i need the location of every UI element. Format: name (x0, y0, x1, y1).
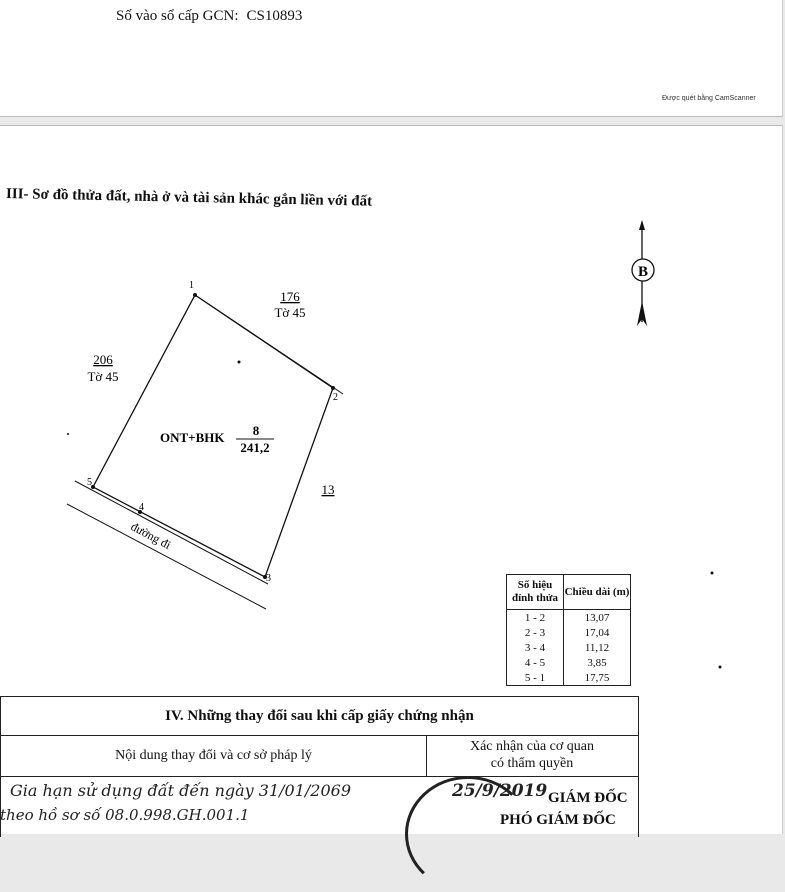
neighbor-left-number: 206 (93, 352, 113, 367)
section3-title: III- Sơ đồ thửa đất, nhà ở và tài sản khác gắn liền với đất (5, 186, 373, 210)
handwritten-dossier: theo hồ sơ số 08.0.998.GH.001.1 (0, 806, 250, 824)
north-arrow-icon (632, 220, 654, 326)
edge-cell: 4 - 5 (507, 655, 564, 670)
neighbor-top-sheet: Tờ 45 (274, 305, 306, 320)
length-cell: 11,12 (564, 640, 631, 655)
parcel-number: 8 (252, 423, 260, 438)
official-seal (405, 776, 531, 892)
length-cell: 17,75 (564, 670, 631, 686)
gcn-number-line (116, 8, 302, 25)
edge-length-table (506, 574, 631, 686)
col-length-header: Chiều dài (m) (564, 575, 631, 610)
edge-cell: 5 - 1 (507, 670, 564, 686)
vertex-3: 3 (266, 573, 271, 584)
length-cell: 17,04 (564, 625, 631, 640)
section4-title: IV. Những thay đổi sau khi cấp giấy chứng nhận (1, 697, 638, 736)
edge-cell: 3 - 4 (507, 640, 564, 655)
parcel-land-code: ONT+BHK (160, 430, 225, 445)
signature-title-deputy: PHÓ GIÁM ĐỐC (500, 812, 616, 828)
scan-page-main (0, 125, 783, 834)
change-content-header: Nội dung thay đổi và cơ sở pháp lý (1, 736, 427, 776)
neighbor-top-number: 176 (280, 289, 300, 304)
authority-header-line2: có thẩm quyền (490, 756, 574, 771)
road-label: đường đi (128, 519, 174, 552)
road-edge-bottom (67, 504, 266, 609)
handwritten-extension: Gia hạn sử dụng đất đến ngày 31/01/2069 (10, 781, 352, 800)
col-vertex-header: Số hiệu đỉnh thửa (507, 575, 564, 610)
handwritten-date: 25/9/2019 (452, 781, 548, 801)
vertex-1: 1 (189, 280, 194, 291)
north-label: B (637, 264, 649, 280)
top-neighbor-line (195, 295, 343, 394)
vertex-2: 2 (333, 392, 338, 403)
gcn-label: Số vào sổ cấp GCN: (116, 8, 239, 24)
length-cell: 13,07 (564, 610, 631, 626)
scanner-watermark: Được quét bằng CamScanner (662, 95, 756, 102)
gcn-code: CS10893 (246, 8, 303, 24)
parcel-area: 241,2 (240, 440, 270, 455)
signature-title-director: GIÁM ĐỐC (548, 790, 628, 806)
road-edge-top (75, 481, 268, 584)
length-cell: 3,85 (564, 655, 631, 670)
authority-header-line1: Xác nhận của cơ quan (469, 739, 594, 754)
vertex-4: 4 (139, 502, 144, 513)
scan-page-top (0, 0, 783, 117)
vertex-5: 5 (87, 477, 92, 488)
authority-header (427, 738, 637, 772)
edge-cell: 1 - 2 (507, 610, 564, 626)
neighbor-right-number: 13 (321, 482, 335, 497)
neighbor-left-sheet: Tờ 45 (87, 369, 119, 384)
changes-header-row (1, 736, 638, 777)
edge-cell: 2 - 3 (507, 625, 564, 640)
